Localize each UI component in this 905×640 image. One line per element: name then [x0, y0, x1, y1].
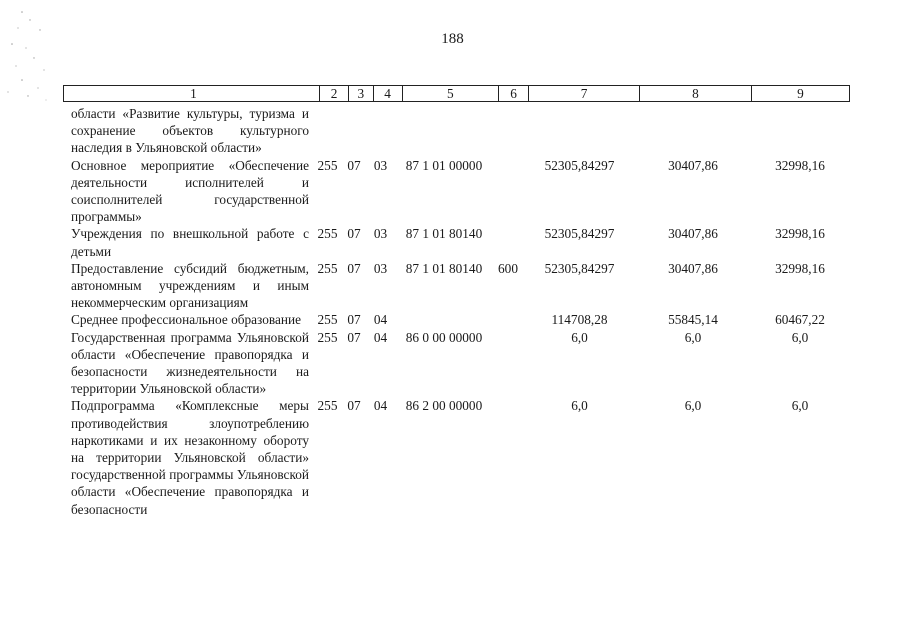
table-row [63, 397, 850, 517]
row-subsection-code: 04 [373, 312, 388, 328]
row-amount-col8: 55845,14 [668, 312, 718, 328]
header-col-4: 4 [373, 86, 402, 101]
row-subsection-code [366, 105, 395, 157]
row-amount-col8: 6,0 [684, 329, 702, 345]
row-subsection-code: 03 [373, 260, 388, 276]
row-expense-type [493, 311, 523, 328]
row-amount-col7: 52305,84297 [544, 260, 615, 276]
row-amount-col9: 6,0 [791, 329, 809, 345]
row-amount-col7: 6,0 [571, 398, 588, 414]
row-amount-col8: 6,0 [684, 398, 702, 414]
row-expense-type [493, 157, 523, 226]
budget-table [63, 85, 850, 518]
row-target-code: 87 1 01 00000 [405, 157, 483, 173]
row-amount-col9: 60467,22 [775, 312, 825, 328]
scan-noise-marks [0, 0, 60, 140]
row-ministry-code: 255 [317, 226, 338, 242]
row-section-code: 07 [347, 226, 361, 242]
header-col-2: 2 [319, 86, 348, 101]
row-amount-col8 [636, 105, 750, 157]
row-name: Предоставление субсидий бюджетным, автономным учреждениям и иным некоммерческим организациям [71, 260, 309, 311]
row-section-code: 07 [347, 260, 361, 276]
row-section-code: 07 [347, 157, 361, 173]
row-amount-col9: 32998,16 [775, 157, 825, 173]
row-target-code: 87 1 01 80140 [405, 226, 483, 242]
row-amount-col9 [750, 105, 850, 157]
table-row [63, 105, 850, 157]
row-target-code [395, 311, 493, 328]
row-ministry-code [313, 105, 342, 157]
row-amount-col9: 32998,16 [775, 226, 825, 242]
row-name: области «Развитие культуры, туризма и сохранение объектов культурного наследия в Ульяновской области» [71, 106, 309, 156]
row-name: Среднее профессиональное образование [71, 312, 301, 328]
row-amount-col9: 6,0 [791, 398, 809, 414]
header-col-1: 1 [190, 86, 197, 101]
table-header-row [63, 85, 850, 102]
row-ministry-code: 255 [317, 312, 338, 328]
row-ministry-code: 255 [317, 398, 338, 414]
row-expense-type [493, 105, 523, 157]
row-amount-col8: 30407,86 [668, 226, 718, 242]
row-expense-type [493, 225, 523, 259]
row-ministry-code: 255 [317, 260, 338, 276]
row-amount-col7: 114708,28 [551, 312, 608, 328]
header-col-3: 3 [348, 86, 372, 101]
row-amount-col7 [523, 105, 636, 157]
row-expense-type [493, 397, 523, 517]
row-ministry-code: 255 [317, 329, 338, 345]
row-name: Учреждения по внешкольной работе с детьми [71, 226, 309, 259]
row-ministry-code: 255 [317, 157, 338, 173]
row-amount-col7: 52305,84297 [544, 226, 615, 242]
row-amount-col7: 6,0 [571, 329, 588, 345]
header-col-8: 8 [639, 86, 751, 101]
row-subsection-code: 03 [373, 226, 388, 242]
row-section-code: 07 [347, 312, 361, 328]
header-col-5: 5 [402, 86, 498, 101]
row-subsection-code: 04 [373, 329, 388, 345]
row-name: Подпрограмма «Комплексные меры противодействия злоупотреблению наркотиками и их незаконному обороту на территории Ульяновской области» государственной программы Ульяновской области «Обеспечение правопорядка и безопасности [71, 398, 309, 517]
table-row [63, 225, 850, 259]
row-target-code: 86 0 00 00000 [405, 329, 483, 345]
table-row [63, 157, 850, 226]
row-name: Государственная программа Ульяновской области «Обеспечение правопорядка и безопасности жизнедеятельности на территории Ульяновской области» [71, 329, 309, 397]
row-section-code: 07 [347, 329, 361, 345]
row-amount-col7: 52305,84297 [544, 157, 615, 173]
row-amount-col8: 30407,86 [668, 157, 718, 173]
table-row [63, 260, 850, 312]
row-amount-col8: 30407,86 [668, 260, 718, 276]
table-row [63, 311, 850, 328]
row-subsection-code: 04 [373, 398, 388, 414]
row-target-code [395, 105, 493, 157]
row-subsection-code: 03 [373, 157, 388, 173]
row-amount-col9: 32998,16 [775, 260, 825, 276]
header-col-9: 9 [751, 86, 849, 101]
page-number: 188 [441, 31, 464, 47]
header-col-6: 6 [498, 86, 528, 101]
header-col-7: 7 [528, 86, 639, 101]
row-section-code: 07 [347, 398, 361, 414]
row-target-code: 86 2 00 00000 [405, 398, 483, 414]
row-name: Основное мероприятие «Обеспечение деятельности исполнителей и соисполнителей государственной программы» [71, 157, 309, 225]
row-expense-type: 600 [498, 260, 518, 276]
table-row [63, 329, 850, 398]
row-target-code: 87 1 01 80140 [405, 260, 483, 276]
row-section-code [342, 105, 366, 157]
row-expense-type [493, 329, 523, 398]
